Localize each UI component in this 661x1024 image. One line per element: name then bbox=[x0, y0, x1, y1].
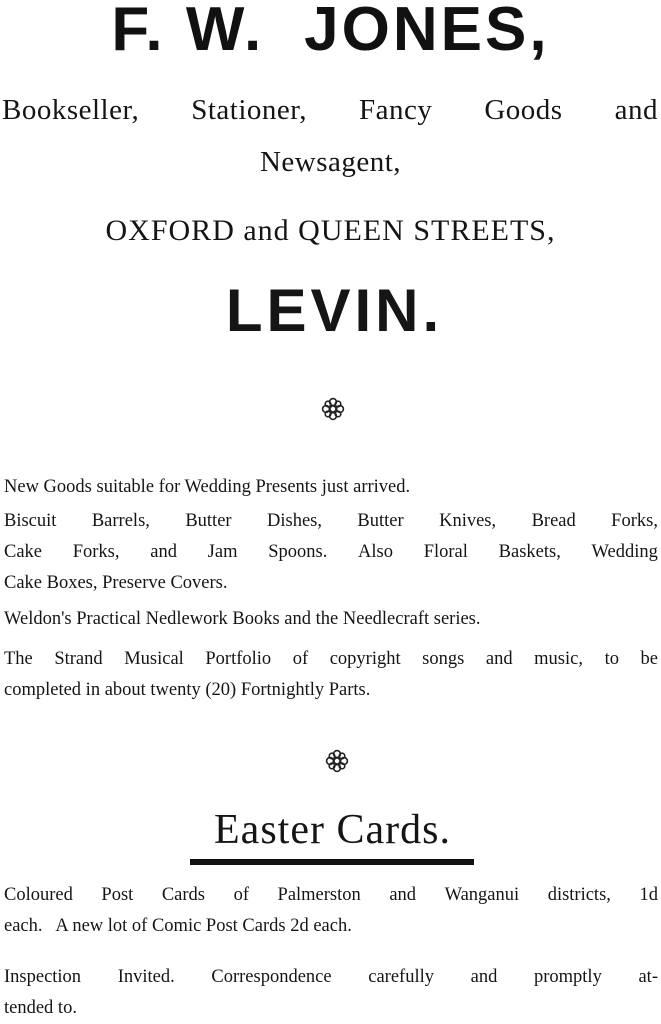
word: Barrels, bbox=[91, 511, 150, 531]
trade-line-2: Newsagent, bbox=[259, 146, 402, 178]
word: music, bbox=[534, 649, 583, 669]
word: Coloured bbox=[4, 885, 73, 905]
word: Baskets, bbox=[498, 542, 561, 562]
word: Dishes, bbox=[267, 511, 322, 531]
word: 1d bbox=[639, 885, 658, 905]
word: Forks, bbox=[611, 511, 658, 531]
word: and bbox=[389, 885, 417, 905]
text-line: completed in about twenty (20) Fortnightly Parts. bbox=[4, 680, 371, 700]
text-line bbox=[4, 880, 658, 911]
word: Post bbox=[101, 885, 134, 905]
word: Inspection bbox=[4, 967, 82, 987]
word: to bbox=[604, 649, 619, 669]
word: Strand bbox=[54, 649, 103, 669]
word: Portfolio bbox=[205, 649, 272, 669]
word: Invited. bbox=[117, 967, 175, 987]
word: districts, bbox=[547, 885, 611, 905]
text-line bbox=[4, 962, 658, 993]
business-surname: JONES, bbox=[304, 0, 550, 64]
word: of bbox=[292, 649, 309, 669]
word: at- bbox=[638, 967, 658, 987]
word: Palmerston bbox=[277, 885, 361, 905]
word: copyright bbox=[329, 649, 401, 669]
word: Floral bbox=[423, 542, 468, 562]
word: Correspondence bbox=[211, 967, 332, 987]
text-line: tended to. bbox=[4, 998, 77, 1018]
easter-cards-heading: Easter Cards. bbox=[214, 807, 451, 853]
paragraph-goods-list bbox=[4, 506, 658, 599]
trade-line-1 bbox=[2, 94, 658, 127]
word: Jam bbox=[207, 542, 238, 562]
word: Forks, bbox=[72, 542, 120, 562]
word: Also bbox=[358, 542, 393, 562]
word: Spoons. bbox=[268, 542, 328, 562]
word: of bbox=[233, 885, 249, 905]
floral-ornament-icon bbox=[324, 748, 350, 774]
word: Butter bbox=[357, 511, 404, 531]
word: Cards bbox=[161, 885, 206, 905]
word: and bbox=[470, 967, 498, 987]
heading-rule bbox=[190, 859, 474, 865]
text-line: each. A new lot of Comic Post Cards 2d each. bbox=[4, 916, 352, 936]
paragraph-strand-portfolio bbox=[4, 644, 658, 706]
paragraph-wedding-goods bbox=[4, 472, 658, 503]
paragraph-post-cards bbox=[4, 880, 658, 942]
text-line: New Goods suitable for Wedding Presents just arrived. bbox=[4, 477, 411, 497]
text-line bbox=[4, 644, 658, 675]
word: Wedding bbox=[591, 542, 658, 562]
word: Stationer, bbox=[191, 94, 308, 126]
word: and bbox=[150, 542, 177, 562]
word: Cake bbox=[4, 542, 43, 562]
paragraph-needlework bbox=[4, 604, 658, 635]
word: and bbox=[485, 649, 513, 669]
floral-ornament-icon bbox=[320, 396, 346, 422]
word: Biscuit bbox=[4, 511, 57, 531]
word: Bookseller, bbox=[2, 94, 140, 126]
word: Butter bbox=[185, 511, 232, 531]
word: The bbox=[4, 649, 33, 669]
text-line bbox=[4, 537, 658, 568]
word: Bread bbox=[531, 511, 576, 531]
business-name bbox=[0, 0, 661, 65]
word: songs bbox=[422, 649, 465, 669]
word: Wanganui bbox=[444, 885, 520, 905]
word: promptly bbox=[533, 967, 602, 987]
word: Musical bbox=[124, 649, 184, 669]
word: Knives, bbox=[439, 511, 497, 531]
word: and bbox=[614, 94, 658, 126]
street-address: OXFORD and QUEEN STREETS, bbox=[105, 214, 556, 247]
word: Goods bbox=[484, 94, 563, 126]
text-line bbox=[4, 506, 658, 537]
word: be bbox=[640, 649, 658, 669]
text-line: Cake Boxes, Preserve Covers. bbox=[4, 573, 228, 593]
town-name: LEVIN. bbox=[225, 277, 444, 344]
word: carefully bbox=[368, 967, 434, 987]
text-line: Weldon's Practical Nedlework Books and the Needlecraft series. bbox=[4, 609, 481, 629]
business-initials: F. W. bbox=[111, 0, 265, 64]
paragraph-inspection bbox=[4, 962, 658, 1024]
word: Fancy bbox=[359, 94, 433, 126]
